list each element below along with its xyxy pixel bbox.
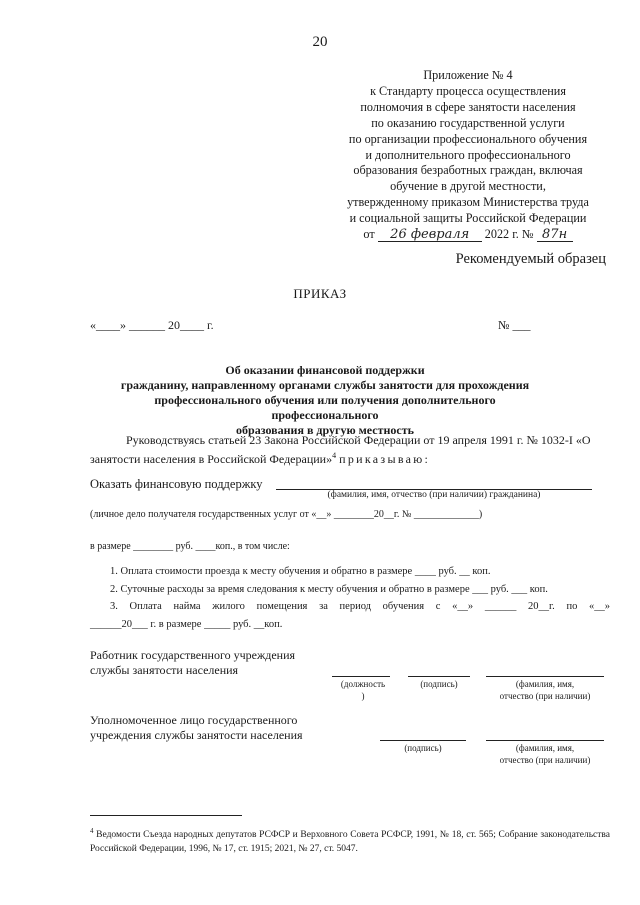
annex-date-year: 2022 г. №	[484, 227, 534, 242]
signatory-title-line: службы занятости населения	[90, 663, 239, 677]
basis-text: Руководствуясь статьей 23 Закона Российской Федерации от 19 апреля 1991 г. № 1032-I «О занятости населения в Российской Федерации»	[90, 433, 591, 466]
support-label: Оказать финансовую поддержку	[90, 477, 263, 491]
amount-line: в размере ________ руб. ____коп., в том числе:	[90, 541, 290, 552]
order-date-line: «____» ______ 20____ г.	[90, 318, 214, 332]
signatory-title-line: учреждения службы занятости населения	[90, 728, 303, 742]
signatory-title-line: Работник государственного учреждения	[90, 648, 296, 662]
footnote-separator	[90, 815, 242, 816]
annex-line: к Стандарту процесса осуществления	[370, 83, 566, 98]
recommended-sample-label: Рекомендуемый образец	[455, 251, 606, 267]
annex-line: по оказанию государственной услуги	[371, 115, 565, 130]
annex-line: по организации профессионального обучения	[348, 131, 588, 146]
signature-line	[408, 676, 470, 677]
annex-date-prefix: от	[363, 227, 375, 242]
footnote	[90, 824, 610, 856]
position-caption: (должность )	[340, 679, 386, 701]
name-caption: (фамилия, имя, отчество (при наличии)	[499, 743, 591, 765]
footnote-text: Ведомости Съезда народных депутатов РСФСР и Верховного Совета РСФСР, 1991, № 18, ст. 565; Собрание законодательства Российской Федерации, 1996, № 17, ст. 1915; 2021, № 27, ст. 5047.	[90, 830, 611, 855]
payment-item: 3. Оплата найма жилого помещения за период обучения с «__» ______ 20__г. по «__»	[110, 601, 610, 612]
subject-line: Об оказании финансовой поддержки	[225, 363, 425, 377]
name-line	[486, 740, 604, 741]
document-title: ПРИКАЗ	[293, 286, 347, 301]
orders-word: приказываю:	[339, 452, 431, 466]
signatory-authorized-person	[90, 713, 303, 743]
footnote-reference: 4	[332, 451, 337, 460]
annex-line: Приложение № 4	[423, 68, 513, 82]
signature-caption: (подпись)	[404, 743, 442, 753]
subject-line: гражданину, направленному органами службы занятости для прохождения	[120, 378, 530, 392]
annex-date-line	[330, 227, 606, 243]
payment-item: 2. Суточные расходы за время следования к месту обучения и обратно в размере ___ руб. ___ коп.	[110, 583, 548, 595]
name-line	[486, 676, 604, 677]
annex-line: обучение в другой местности,	[390, 179, 546, 194]
annex-line: и социальной защиты Российской Федерации	[349, 211, 587, 226]
signatory-employee	[90, 648, 295, 678]
annex-line: утвержденному приказом Министерства труда	[347, 195, 589, 210]
annex-line: и дополнительного профессионального	[365, 147, 571, 162]
footnote-mark: 4	[90, 827, 94, 835]
order-subject	[110, 363, 540, 438]
position-line	[332, 676, 390, 677]
citizen-name-caption: (фамилия, имя, отчество (при наличии) гражданина)	[327, 490, 541, 500]
subject-line: профессионального обучения или получения дополнительного профессионального	[154, 393, 496, 422]
name-caption: (фамилия, имя, отчество (при наличии)	[499, 679, 591, 701]
basis-paragraph	[90, 432, 610, 467]
order-number-line: № ___	[498, 318, 531, 332]
subject-line: образования в другую местность	[236, 423, 414, 437]
personal-file-line: (личное дело получателя государственных услуг от «__» ________20__г. № _____________)	[90, 509, 483, 520]
annex-line: образования безработных граждан, включая	[353, 163, 583, 178]
page-number: 20	[312, 34, 328, 50]
handwritten-number: 87н	[537, 228, 573, 242]
signatory-title-line: Уполномоченное лицо государственного	[90, 713, 298, 727]
payment-item: 1. Оплата стоимости проезда к месту обучения и обратно в размере ____ руб. __ коп.	[110, 566, 491, 577]
signature-caption: (подпись)	[420, 679, 458, 689]
handwritten-date: 26 февраля	[378, 228, 482, 242]
signature-line	[380, 740, 466, 741]
annex-block	[330, 68, 606, 243]
payment-items	[90, 563, 610, 633]
payment-item-continuation: ______20___ г. в размере _____ руб. __коп.	[90, 618, 283, 630]
annex-line: полномочия в сфере занятости населения	[360, 99, 576, 114]
